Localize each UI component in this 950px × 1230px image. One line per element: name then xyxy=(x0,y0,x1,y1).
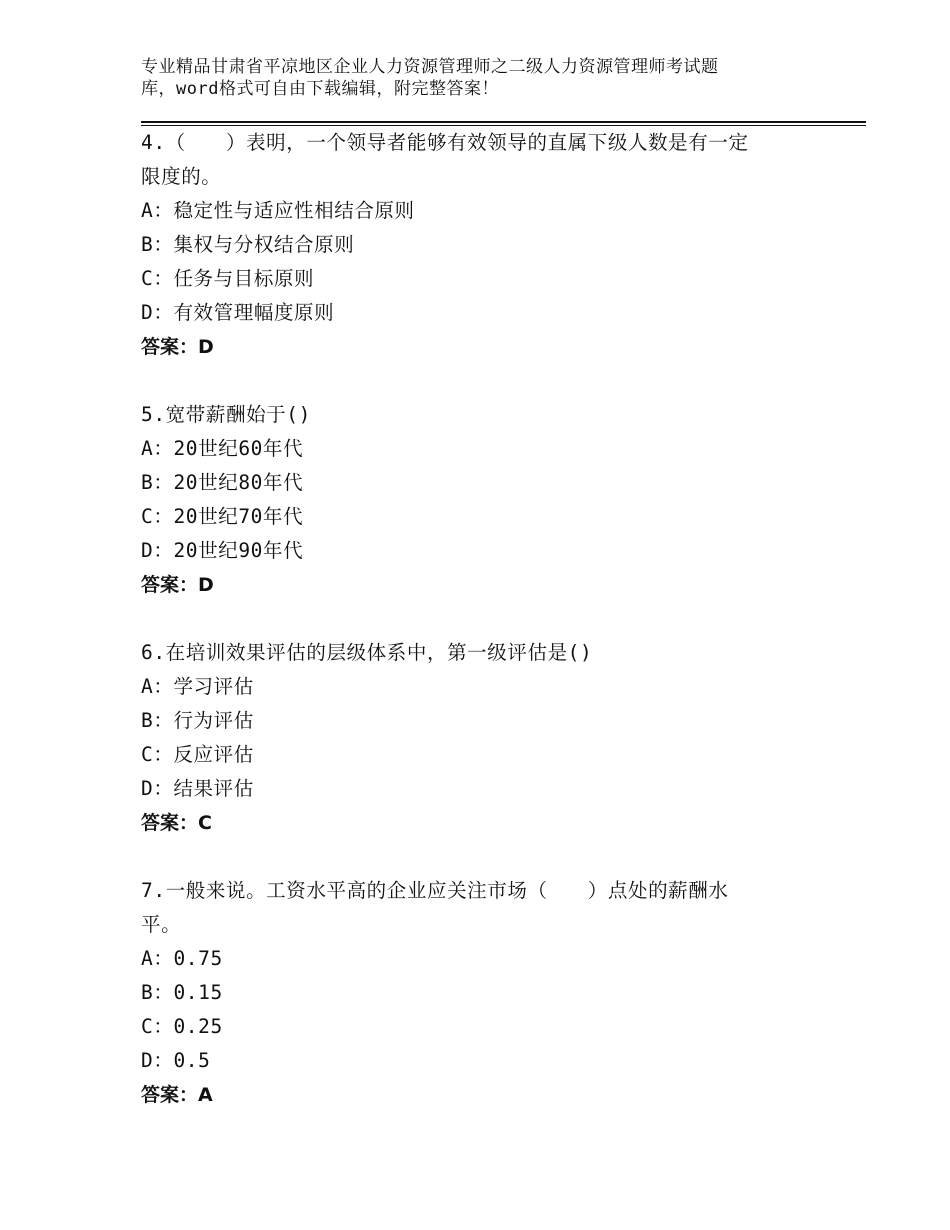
option-a: A：0.75 xyxy=(141,947,223,970)
question-5 xyxy=(141,398,841,602)
option-d: D：20世纪90年代 xyxy=(141,539,304,562)
question-6 xyxy=(141,636,841,840)
option-a: A：学习评估 xyxy=(141,675,254,698)
question-stem: 平。 xyxy=(141,913,182,936)
option-c: C：20世纪70年代 xyxy=(141,505,304,528)
question-7 xyxy=(141,874,841,1112)
header-line: 专业精品甘肃省平凉地区企业人力资源管理师之二级人力资源管理师考试题 xyxy=(141,57,719,77)
option-b: B：20世纪80年代 xyxy=(141,471,304,494)
answer-label: 答案：C xyxy=(141,812,212,834)
option-a: A：20世纪60年代 xyxy=(141,437,304,460)
option-a: A：稳定性与适应性相结合原则 xyxy=(141,199,415,222)
option-b: B：集权与分权结合原则 xyxy=(141,233,355,256)
answer-label: 答案：A xyxy=(141,1084,213,1106)
option-b: B：行为评估 xyxy=(141,709,254,732)
question-stem: 6.在培训效果评估的层级体系中，第一级评估是() xyxy=(141,641,593,664)
question-4 xyxy=(141,126,841,364)
document-header xyxy=(141,56,781,100)
header-line: 库，word格式可自由下载编辑，附完整答案！ xyxy=(141,79,499,99)
option-c: C：任务与目标原则 xyxy=(141,267,315,290)
question-stem: 4.（ ）表明，一个领导者能够有效领导的直属下级人数是有一定 xyxy=(141,131,749,154)
option-c: C：反应评估 xyxy=(141,743,254,766)
option-c: C：0.25 xyxy=(141,1015,223,1038)
answer-label: 答案：D xyxy=(141,336,214,358)
answer-label: 答案：D xyxy=(141,574,214,596)
question-stem: 7.一般来说。工资水平高的企业应关注市场（ ）点处的薪酬水 xyxy=(141,879,729,902)
option-b: B：0.15 xyxy=(141,981,223,1004)
question-stem: 限度的。 xyxy=(141,165,222,188)
option-d: D：结果评估 xyxy=(141,777,254,800)
question-stem: 5.宽带薪酬始于() xyxy=(141,403,311,426)
option-d: D：0.5 xyxy=(141,1049,211,1072)
option-d: D：有效管理幅度原则 xyxy=(141,301,335,324)
question-list xyxy=(141,126,841,1112)
header-divider xyxy=(141,121,866,123)
